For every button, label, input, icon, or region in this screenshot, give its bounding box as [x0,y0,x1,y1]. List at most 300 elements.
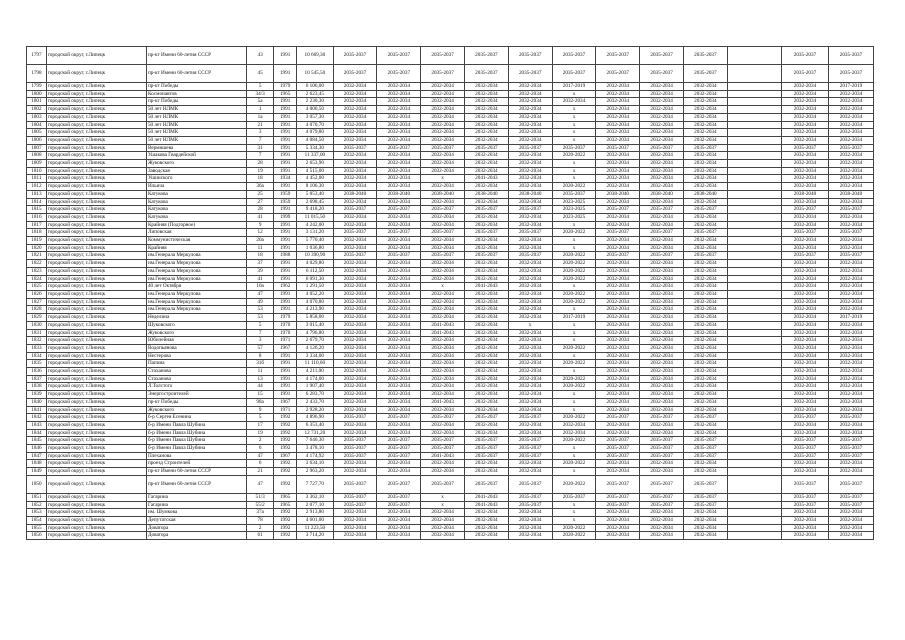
table-cell: 2035-2037 [782,475,829,493]
table-cell: 2035-2037 [508,65,552,83]
table-cell: 2032-2034 [377,260,421,268]
table-cell: 2032-2034 [421,406,465,414]
table-cell: 2032-2034 [508,90,552,98]
table-cell: 2038-2040 [828,190,873,198]
table-cell: 1 291,50 [297,283,334,291]
table-cell: 2032-2034 [782,198,829,206]
table-cell: 2032-2034 [640,237,684,245]
table-cell: 1798 [27,65,47,83]
table-cell [727,306,781,314]
table-cell: 1991 [274,152,297,160]
table-cell: 2032-2034 [683,83,727,91]
table-cell: 2032-2034 [828,368,873,376]
table-cell: 19 [247,167,274,175]
table-row [27,383,874,391]
table-cell: 2032-2034 [828,306,873,314]
table-cell: 2035-2037 [333,65,377,83]
table-cell: 2032-2034 [421,275,465,283]
table-cell [727,198,781,206]
table-cell: 2032-2034 [333,421,377,429]
table-cell: 2032-2034 [640,368,684,376]
table-cell: 2038-2040 [782,190,829,198]
table-cell: 2035-2037 [333,414,377,422]
table-cell: 2032-2034 [683,337,727,345]
table-cell: 2035-2037 [640,47,684,65]
table-cell: 2035-2037 [508,501,552,509]
table-cell: 2032-2034 [828,516,873,524]
table-cell: 2032-2034 [683,198,727,206]
table-cell: 2032-2034 [782,329,829,337]
table-cell: 2032-2034 [377,460,421,468]
table-cell: 11 [247,244,274,252]
table-cell: 1992 [274,468,297,476]
table-cell: 2 [247,437,274,445]
table-cell: городской округ, г.Липецк [46,190,146,198]
table-cell: городской округ, г.Липецк [46,47,146,65]
table-cell: 2032-2034 [683,360,727,368]
table-cell: 2032-2034 [683,98,727,106]
table-cell: 2035-2037 [828,493,873,501]
table-cell: 4 052,20 [297,290,334,298]
table-cell: 2032-2034 [782,183,829,191]
table-cell: 2032-2034 [828,136,873,144]
table-cell: 2032-2034 [508,375,552,383]
table-cell: 4 174,92 [297,452,334,460]
table-cell: 2032-2034 [465,83,509,91]
table-cell: 2032-2034 [782,213,829,221]
table-cell: городской округ, г.Липецк [46,383,146,391]
table-cell: 2032-2034 [640,321,684,329]
table-cell: 2032-2034 [683,429,727,437]
table-cell: 2032-2034 [421,152,465,160]
table-cell: 2032-2034 [683,183,727,191]
table-cell: 2032-2034 [465,352,509,360]
table-cell: 5а [247,98,274,106]
table-cell: 2032-2034 [596,314,640,322]
table-cell: 2032-2034 [640,83,684,91]
table-cell: городской округ, г.Липецк [46,290,146,298]
table-cell [727,47,781,65]
table-cell: 40 лет Октября [146,283,246,291]
table-cell: 3 714,20 [297,532,334,540]
table-cell: 2035-2037 [421,65,465,83]
table-cell: 6 283,70 [297,391,334,399]
table-cell: 2035-2037 [782,206,829,214]
table-cell [727,493,781,501]
table-cell: 2032-2034 [333,344,377,352]
table-cell: 2020-2022 [552,532,596,540]
table-cell: 2035-2037 [683,445,727,453]
table-cell: 2032-2034 [683,524,727,532]
table-cell: 2020-2022 [552,414,596,422]
table-row [27,321,874,329]
table-cell: 2032-2034 [782,337,829,345]
table-cell: 2020-2022 [552,260,596,268]
table-cell: 2032-2034 [683,375,727,383]
table-cell: Липовская [146,229,246,237]
table-cell: 1826 [27,290,47,298]
table-cell: 2032-2034 [377,344,421,352]
table-cell: 2035-2037 [782,229,829,237]
table-cell: 2032-2034 [465,375,509,383]
table-cell: 2020-2022 [552,437,596,445]
table-cell: 1979 [274,83,297,91]
table-row [27,83,874,91]
table-cell: 2032-2034 [596,152,640,160]
table-cell: Катукова [146,198,246,206]
table-cell: 2035-2037 [333,493,377,501]
table-cell: 2032-2034 [596,198,640,206]
table-cell: 2032-2034 [508,113,552,121]
table-cell: х [552,175,596,183]
table-cell: городской округ, г.Липецк [46,329,146,337]
table-cell: 2017-2019 [828,314,873,322]
table-cell: 2035-2037 [508,144,552,152]
table-cell: 2032-2034 [683,468,727,476]
table-cell: х [552,329,596,337]
table-cell: 21 [247,468,274,476]
table-cell: 2035-2037 [596,252,640,260]
table-cell: 2032-2034 [828,221,873,229]
table-cell: 2041-2043 [421,452,465,460]
table-cell: 2032-2034 [508,275,552,283]
table-cell: 6 [247,445,274,453]
table-cell: 2035-2037 [465,437,509,445]
table-cell: 5 [247,414,274,422]
table-row [27,237,874,245]
table-cell: 37а [247,509,274,517]
table-cell: Катукова [146,213,246,221]
table-cell: 7 [247,136,274,144]
table-cell: 2035-2037 [377,229,421,237]
table-cell: 2032-2034 [465,213,509,221]
table-cell: 2032-2034 [782,267,829,275]
table-cell: 2032-2034 [640,314,684,322]
table-cell: 2032-2034 [508,213,552,221]
table-cell: 2035-2037 [683,414,727,422]
table-row [27,183,874,191]
table-cell: 2032-2034 [683,290,727,298]
table-cell: 2035-2037 [596,206,640,214]
table-row [27,113,874,121]
table-cell: 1849 [27,468,47,476]
table-cell: 1967 [274,344,297,352]
table-cell [727,475,781,493]
table-row [27,414,874,422]
table-cell: 2035-2037 [377,414,421,422]
table-cell: 1801 [27,98,47,106]
table-cell: 2032-2034 [828,398,873,406]
table-cell: х [552,306,596,314]
table-cell: 2035-2037 [377,47,421,65]
table-cell: 2032-2034 [782,398,829,406]
table-cell: 2032-2034 [508,198,552,206]
table-cell: 2032-2034 [782,344,829,352]
table-cell [727,283,781,291]
table-cell: 2 433,70 [297,398,334,406]
table-cell: 2032-2034 [333,113,377,121]
table-cell: 2038-2040 [640,190,684,198]
table-cell: 1816 [27,213,47,221]
table-cell: городской округ, г.Липецк [46,398,146,406]
table-cell: 4 211,00 [297,368,334,376]
table-cell: 1850 [27,475,47,493]
table-cell: Жуковского [146,406,246,414]
table-cell: 2032-2034 [782,237,829,245]
table-cell [727,244,781,252]
table-cell [727,213,781,221]
table-cell: 1811 [27,175,47,183]
table-cell: 2032-2034 [683,213,727,221]
table-cell: 2032-2034 [828,260,873,268]
table-cell: 2 653,90 [297,160,334,168]
table-cell: 2032-2034 [377,398,421,406]
table-cell: 2032-2034 [377,468,421,476]
table-cell: 57 [247,344,274,352]
table-cell: 2035-2037 [508,229,552,237]
table-cell: городской округ, г.Липецк [46,532,146,540]
table-cell: 7 [247,152,274,160]
table-cell: 2032-2034 [421,468,465,476]
table-cell: 2032-2034 [508,136,552,144]
table-cell: 2035-2037 [782,437,829,445]
table-row [27,167,874,175]
table-cell: 2032-2034 [596,391,640,399]
table-cell: 2020-2022 [552,383,596,391]
table-cell: 2032-2034 [596,136,640,144]
table-cell: 2035-2037 [377,452,421,460]
table-cell: 2035-2037 [640,452,684,460]
table-cell: 1831 [27,329,47,337]
table-cell: Жуковского [146,160,246,168]
table-row [27,493,874,501]
table-cell: 2035-2037 [465,47,509,65]
table-cell: 2032-2034 [640,306,684,314]
table-cell: городской округ, г.Липецк [46,391,146,399]
table-cell [727,221,781,229]
table-cell: 3 015,40 [297,321,334,329]
table-cell: 12 731,20 [297,429,334,437]
table-cell: 1827 [27,298,47,306]
table-row [27,421,874,429]
table-cell: 2020-2022 [552,290,596,298]
table-cell: 2032-2034 [828,421,873,429]
table-row [27,306,874,314]
table-cell [727,290,781,298]
table-cell: 2035-2037 [828,252,873,260]
table-cell: 2032-2034 [421,421,465,429]
table-cell: городской округ, г.Липецк [46,493,146,501]
table-cell: 2032-2034 [465,468,509,476]
table-cell: городской округ, г.Липецк [46,524,146,532]
table-cell: 1991 [274,167,297,175]
table-cell: 2032-2034 [421,221,465,229]
table-cell: 2032-2034 [683,516,727,524]
table-cell: 2035-2037 [508,437,552,445]
table-cell: 2032-2034 [828,532,873,540]
table-cell: 2032-2034 [508,398,552,406]
table-cell: 2032-2034 [333,314,377,322]
table-cell: 2032-2034 [683,352,727,360]
table-cell: 1992 [274,516,297,524]
table-cell: 2032-2034 [640,532,684,540]
table-cell: 2032-2034 [782,391,829,399]
table-cell: 50 лет НЛМК [146,113,246,121]
table-cell: 2032-2034 [465,113,509,121]
table-cell: 2032-2034 [596,260,640,268]
table-cell: 2032-2034 [333,136,377,144]
table-cell: 2032-2034 [377,290,421,298]
table-cell: городской округ, г.Липецк [46,437,146,445]
table-cell: 2032-2034 [596,237,640,245]
table-cell: 4 601,00 [297,516,334,524]
table-cell: 2032-2034 [465,314,509,322]
table-cell: 2032-2034 [683,460,727,468]
table-cell: 2032-2034 [683,406,727,414]
table-cell: 2032-2034 [683,175,727,183]
table-cell: 2041-2043 [421,398,465,406]
table-cell: городской округ, г.Липецк [46,260,146,268]
table-cell: х [421,175,465,183]
table-cell: 2032-2034 [508,329,552,337]
table-cell: 2032-2034 [465,237,509,245]
table-cell: 2032-2034 [828,337,873,345]
table-cell: 2035-2037 [828,229,873,237]
table-row [27,516,874,524]
table-cell: 2032-2034 [377,524,421,532]
table-cell: 2035-2037 [683,47,727,65]
table-cell: 1837 [27,375,47,383]
table-cell: 2032-2034 [508,129,552,137]
table-cell: 2032-2034 [640,298,684,306]
table-cell: 2032-2034 [782,375,829,383]
table-cell: 2032-2034 [377,368,421,376]
table-cell: 1991 [274,391,297,399]
table-cell: 2038-2040 [421,190,465,198]
table-cell: 2032-2034 [421,509,465,517]
table-cell: 2032-2034 [640,213,684,221]
table-cell: 2035-2037 [421,206,465,214]
table-cell: 2032-2034 [596,298,640,306]
table-cell: 2032-2034 [683,532,727,540]
table-cell: 2032-2034 [683,90,727,98]
table-cell: 2032-2034 [465,509,509,517]
table-cell: 11 015,50 [297,213,334,221]
table-cell: 1991 [274,221,297,229]
table-cell: 2035-2037 [828,437,873,445]
table-cell: 2035-2037 [421,144,465,152]
table-cell: 2032-2034 [782,383,829,391]
table-cell: Вермишева [146,144,246,152]
table-cell: 2032-2034 [465,98,509,106]
table-cell: 2035-2037 [465,445,509,453]
table-cell: 2032-2034 [333,321,377,329]
table-cell: Гагарина [146,493,246,501]
table-cell: 2035-2037 [508,475,552,493]
table-cell: пр-кт Победы [146,398,246,406]
table-cell: 2020-2022 [552,183,596,191]
table-cell: 2035-2037 [683,493,727,501]
table-cell: Шуковского [146,321,246,329]
table-cell: городской округ, г.Липецк [46,501,146,509]
table-cell: 2032-2034 [377,406,421,414]
table-cell: городской округ, г.Липецк [46,314,146,322]
table-cell: 2032-2034 [828,509,873,517]
table-cell: 2035-2037 [508,452,552,460]
table-cell: 2035-2037 [828,475,873,493]
table-cell: Заводская [146,167,246,175]
table-cell: 1814 [27,198,47,206]
table-cell: 2032-2034 [683,129,727,137]
table-cell: 1991 [274,306,297,314]
table-cell: 2032-2034 [377,337,421,345]
table-cell: 2032-2034 [421,532,465,540]
table-cell: 2035-2037 [421,229,465,237]
table-cell: х [421,283,465,291]
table-cell: 2032-2034 [421,267,465,275]
table-cell: 2041-2043 [465,283,509,291]
table-cell: 2032-2034 [333,106,377,114]
table-cell: 2032-2034 [782,290,829,298]
table-cell: 2032-2034 [508,98,552,106]
table-cell: 2032-2034 [421,460,465,468]
table-cell: городской округ, г.Липецк [46,229,146,237]
table-cell: б-р Имени Павла Шубина [146,429,246,437]
table-cell: 2032-2034 [596,121,640,129]
table-cell: 1971 [274,406,297,414]
table-cell: 1832 [27,337,47,345]
table-cell: 2032-2034 [596,244,640,252]
table-cell: 2032-2034 [828,267,873,275]
table-cell [727,437,781,445]
table-cell: 1967 [274,398,297,406]
table-cell: 1822 [27,260,47,268]
table-cell: 2032-2034 [596,106,640,114]
table-cell: 11 [247,368,274,376]
table-cell: 2032-2034 [508,106,552,114]
table-cell: 2035-2037 [465,65,509,83]
table-cell: 2020-2022 [552,275,596,283]
table-cell: 2020-2022 [552,252,596,260]
table-cell: х [552,160,596,168]
table-cell: 2032-2034 [782,524,829,532]
table-cell: 2032-2034 [828,283,873,291]
table-cell: 2032-2034 [377,275,421,283]
table-cell: 2032-2034 [508,152,552,160]
table-cell: 2032-2034 [552,429,596,437]
table-cell: х [552,445,596,453]
table-cell: 2032-2034 [465,298,509,306]
table-cell: 2035-2037 [333,452,377,460]
table-cell: 2032-2034 [333,524,377,532]
table-cell: 2032-2034 [828,391,873,399]
table-cell: 1988 [274,252,297,260]
table-cell: 2032-2034 [333,90,377,98]
table-cell: 2032-2034 [782,129,829,137]
table-cell: 2032-2034 [421,244,465,252]
table-cell: 2035-2037 [465,144,509,152]
table-cell: х [508,321,552,329]
table-cell: 4 515,00 [297,167,334,175]
table-cell: Юбилейная [146,337,246,345]
table-cell: 2032-2034 [333,391,377,399]
table-row [27,229,874,237]
table-cell: 2032-2034 [596,167,640,175]
table-cell: 2035-2037 [782,414,829,422]
table-cell: 2032-2034 [596,275,640,283]
table-cell [727,65,781,83]
table-cell: 2032-2034 [421,290,465,298]
